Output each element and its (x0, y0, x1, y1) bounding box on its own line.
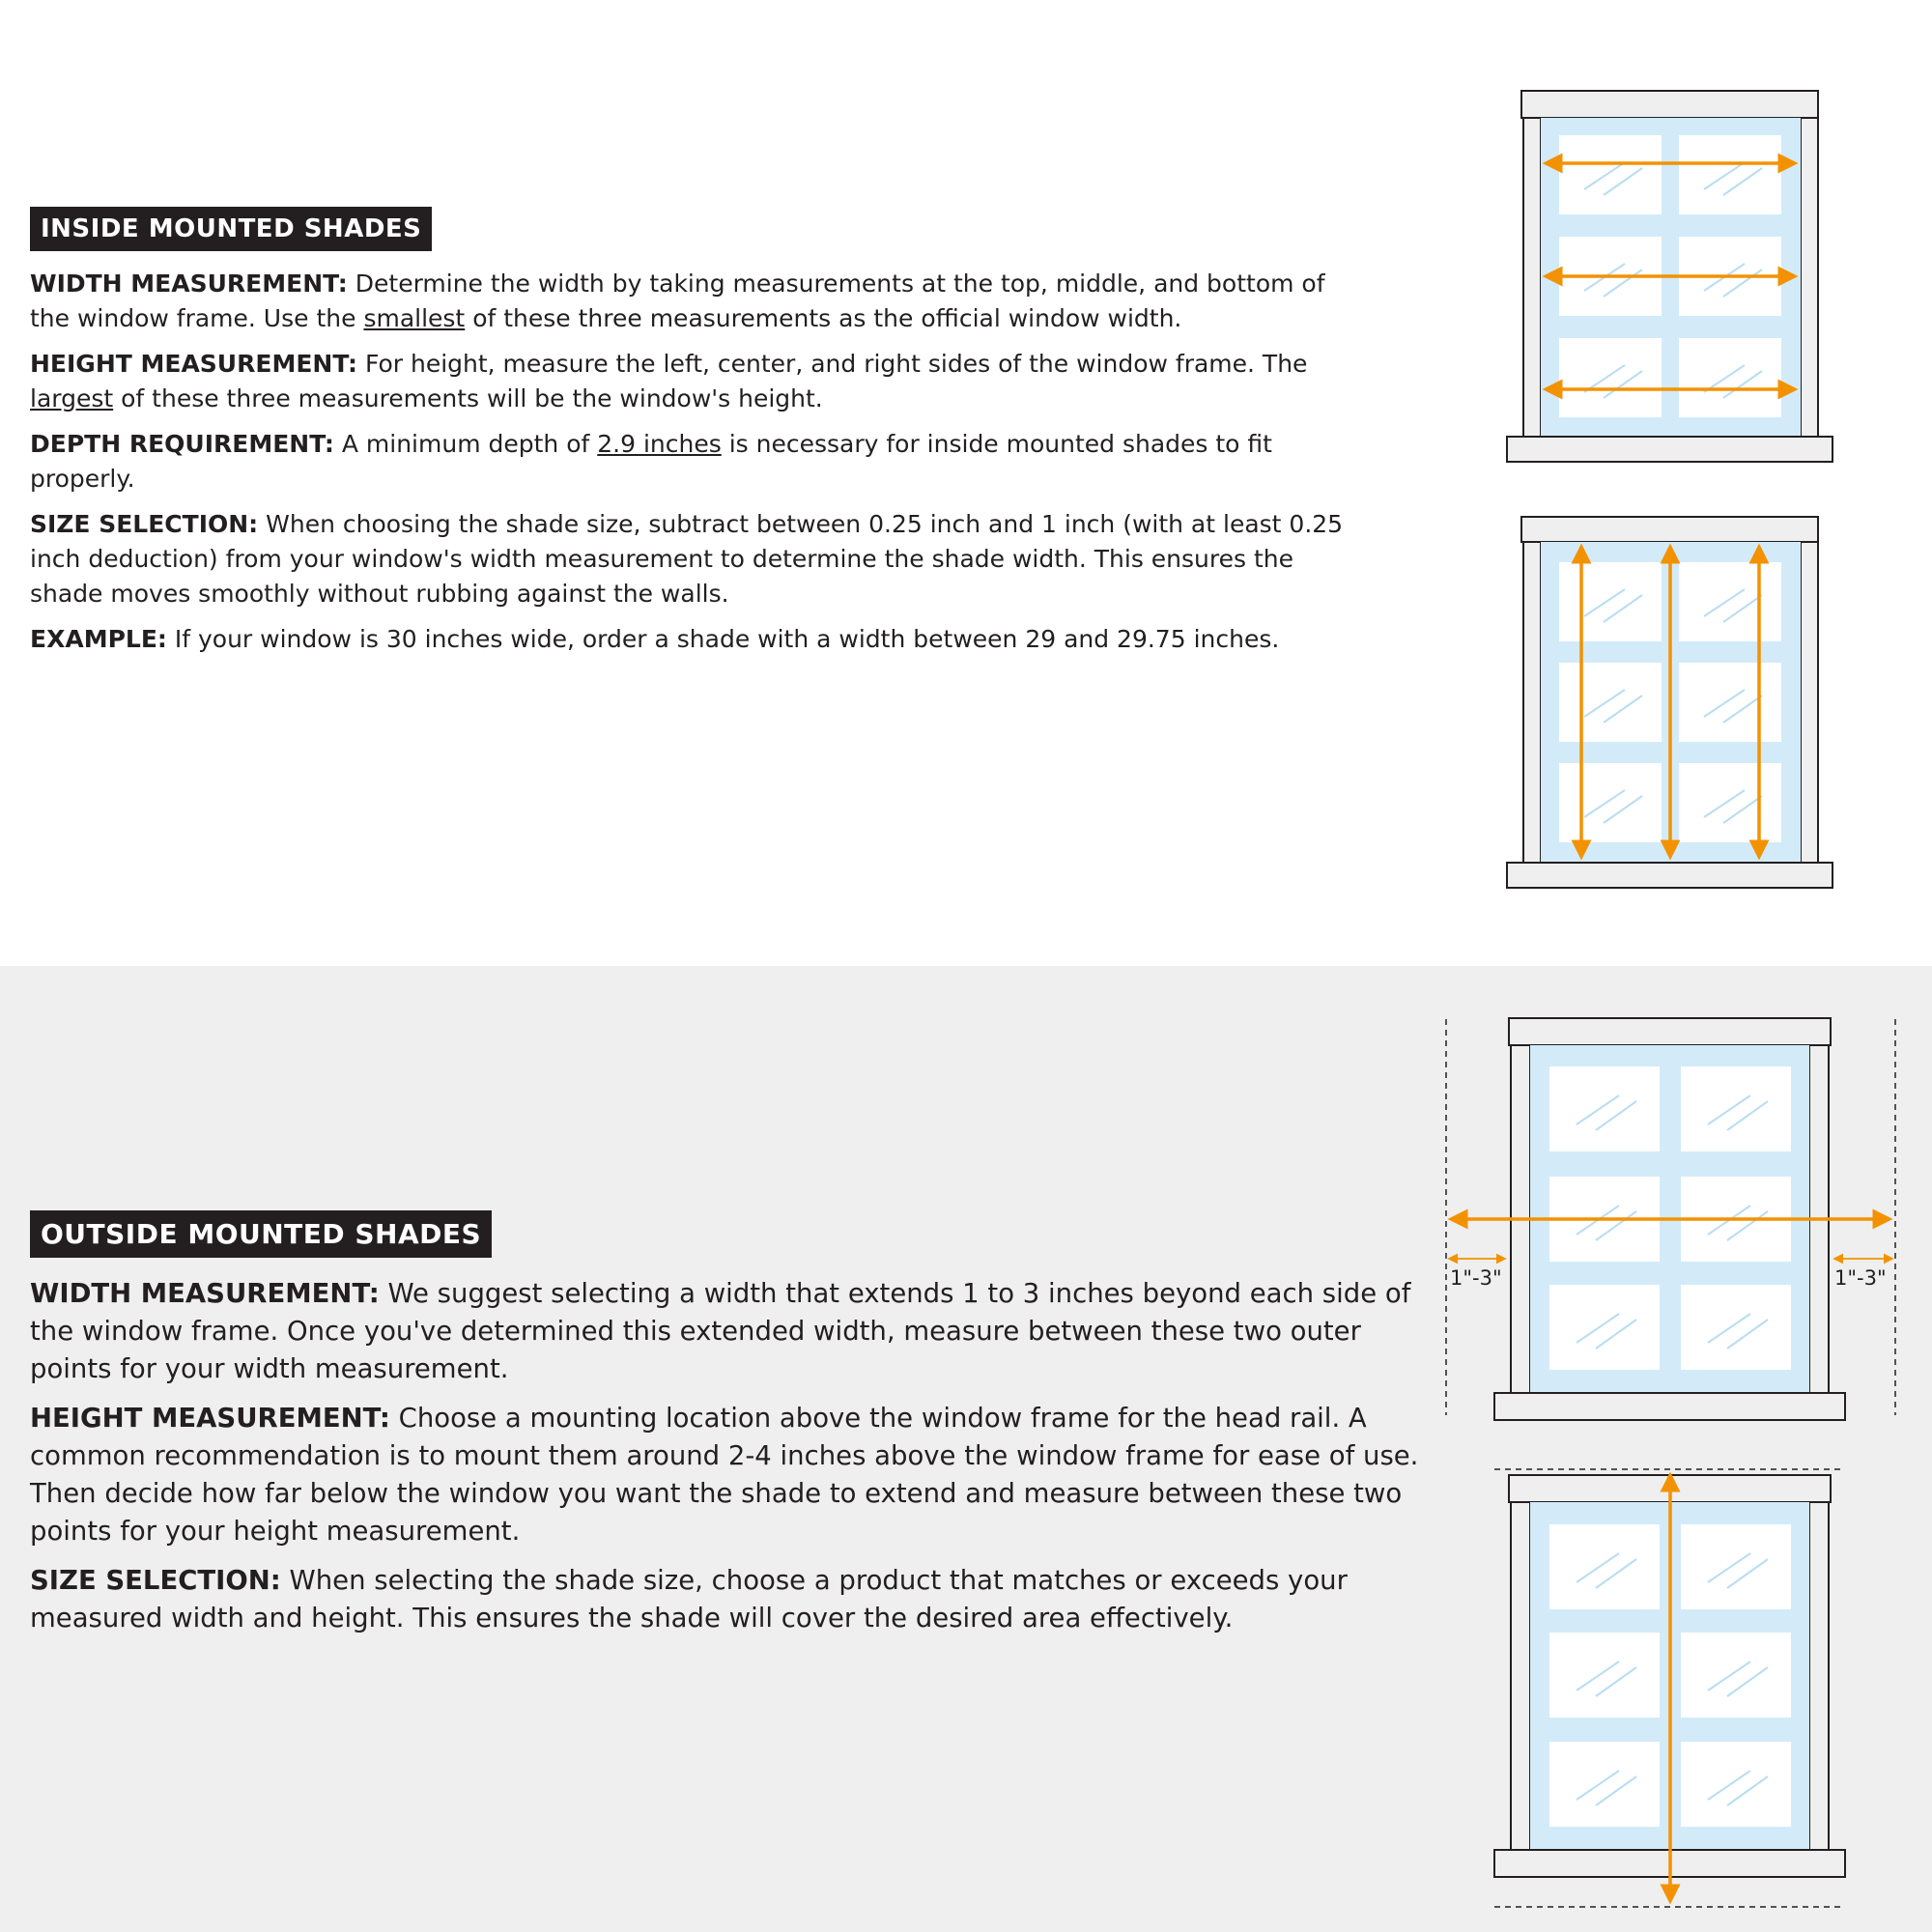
window-diagrams (1430, 0, 1932, 1932)
outside-height-text: Choose a mounting location above the window frame for the head rail. A common recommendation is to mount them around 2-4 inches above the window frame for ease of use. Then decide how far below the window you want the shade to extend and measure between these two points for your height measurement. (30, 1403, 1419, 1547)
outside-size-label: SIZE SELECTION: (30, 1565, 281, 1596)
inside-size-text: When choosing the shade size, subtract between 0.25 inch and 1 inch (with at least 0.25 inch deduction) from your window's width measurement to determine the shade width. This ensures the shade moves smoothly without rubbing against the walls. (30, 510, 1344, 608)
outside-width-paragraph (30, 1275, 1440, 1388)
inside-width-text-after: of these three measurements as the official window width. (465, 304, 1182, 332)
outside-size-text: When selecting the shade size, choose a product that matches or exceeds your measured width and height. This ensures the shade will cover the desired area effectively. (30, 1565, 1348, 1634)
inside-width-emphasis: smallest (363, 304, 466, 332)
window-outside-width-icon (1446, 1018, 1895, 1420)
inside-depth-paragraph (30, 427, 1349, 497)
inside-width-text-before: Determine the width by taking measurements at the top, middle, and bottom of the window frame. Use the (30, 270, 1325, 332)
inside-height-label: HEIGHT MEASUREMENT: (30, 350, 358, 378)
inside-depth-text-before: A minimum depth of (333, 430, 598, 458)
inside-example-label: EXAMPLE: (30, 625, 167, 653)
inside-width-label: WIDTH MEASUREMENT: (30, 270, 348, 298)
inside-depth-emphasis: 2.9 inches (597, 430, 722, 458)
outside-height-paragraph (30, 1400, 1440, 1550)
left-extension-label: 1"-3" (1450, 1266, 1502, 1290)
inside-height-paragraph (30, 347, 1349, 416)
inside-size-paragraph (30, 507, 1349, 611)
window-height-arrows-icon (1507, 517, 1833, 888)
outside-height-label: HEIGHT MEASUREMENT: (30, 1403, 390, 1434)
right-extension-label: 1"-3" (1834, 1266, 1887, 1290)
outside-width-label: WIDTH MEASUREMENT: (30, 1278, 380, 1309)
outside-instructions (30, 1275, 1440, 1649)
inside-height-text-before: For height, measure the left, center, and right sides of the window frame. The (357, 350, 1308, 378)
inside-width-paragraph (30, 267, 1349, 336)
inside-example-paragraph (30, 622, 1349, 657)
inside-size-label: SIZE SELECTION: (30, 510, 259, 538)
outside-size-paragraph (30, 1562, 1440, 1637)
outside-width-text: We suggest selecting a width that extends 1 to 3 inches beyond each side of the window frame. Once you've determined this extended width, measure between these two outer points for your width measurement. (30, 1278, 1411, 1384)
inside-height-text-after: of these three measurements will be the window's height. (113, 384, 823, 412)
inside-depth-label: DEPTH REQUIREMENT: (30, 430, 334, 458)
inside-instructions (30, 267, 1349, 668)
outside-heading: OUTSIDE MOUNTED SHADES (30, 1210, 492, 1258)
window-outside-height-icon (1494, 1469, 1845, 1907)
inside-example-text: If your window is 30 inches wide, order a shade with a width between 29 and 29.75 inches. (166, 625, 1280, 653)
inside-depth-text-after: is necessary for inside mounted shades to fit properly. (30, 430, 1272, 493)
inside-height-emphasis: largest (30, 384, 114, 412)
window-width-arrows-icon (1507, 91, 1833, 462)
inside-heading: INSIDE MOUNTED SHADES (30, 207, 432, 251)
